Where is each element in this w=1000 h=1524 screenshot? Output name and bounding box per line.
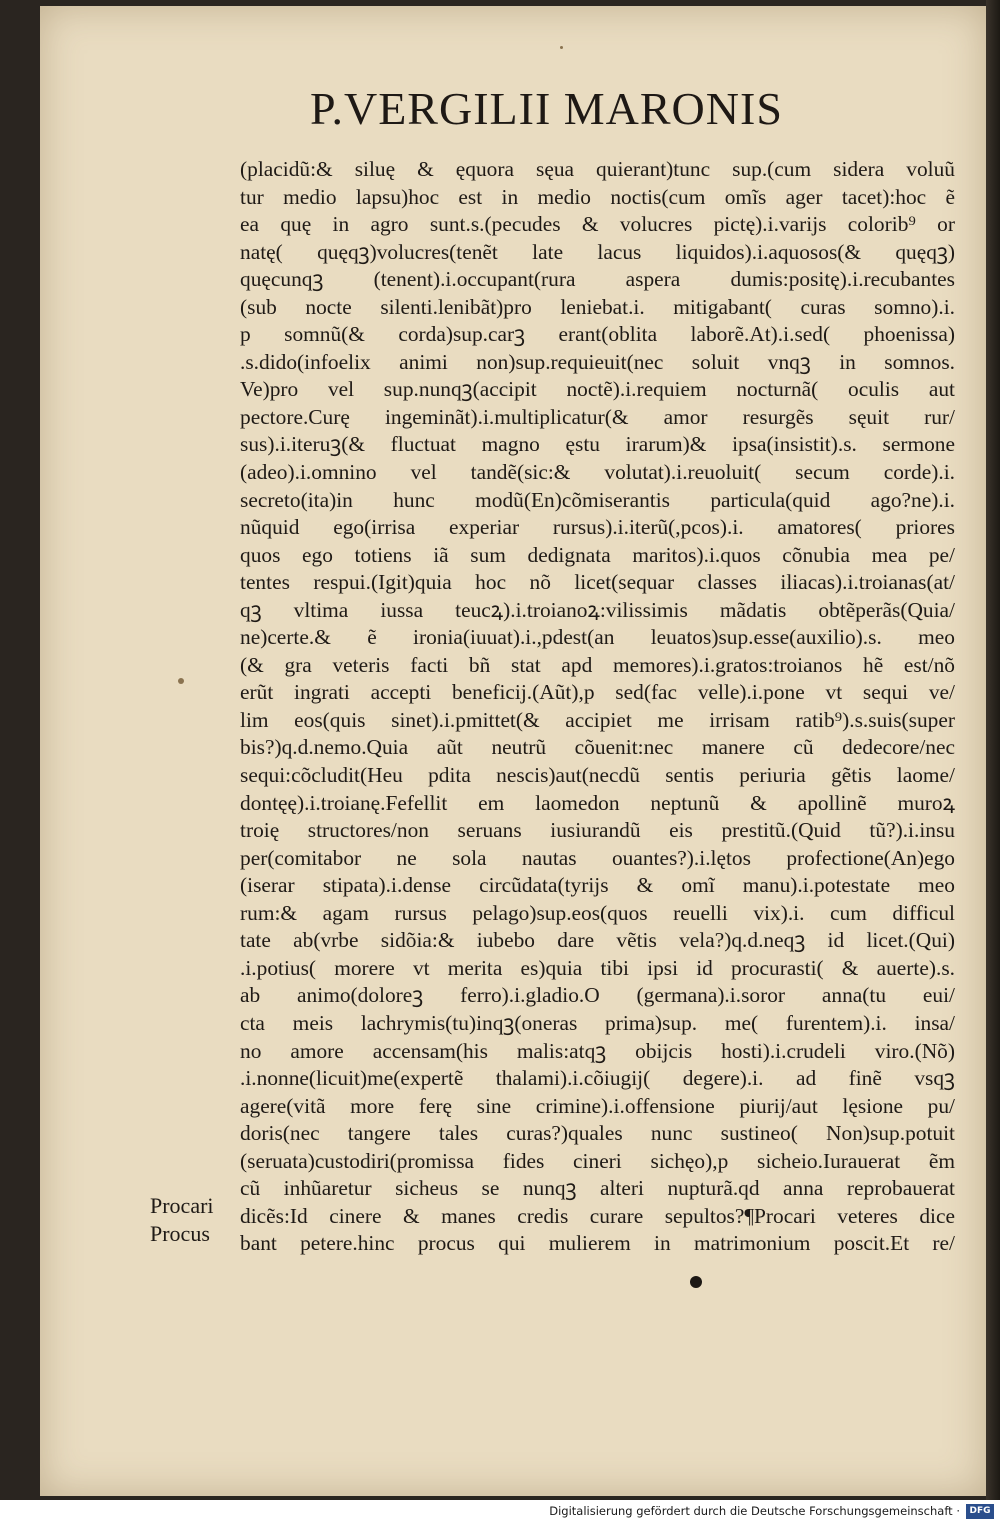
text-line: quęcunqꝫ (tenent).i.occupant(rura aspera dumis:positę).i.recubantes bbox=[240, 267, 955, 292]
ink-dot bbox=[690, 1276, 702, 1288]
text-line: cũ inhũaretur sicheus se nunqꝫ alteri nupturã.qd anna reprobauerat bbox=[240, 1176, 955, 1201]
text-line: (adeo).i.omnino vel tandẽ(sic:& volutat).i.reuoluit( secum corde).i. bbox=[240, 460, 955, 485]
text-line: Ve)pro vel sup.nunqꝫ(accipit noctẽ).i.requiem nocturnã( oculis aut bbox=[240, 377, 955, 402]
text-line: no amore accensam(his malis:atqꝫ obijcis hosti).i.crudeli viro.(Nõ) bbox=[240, 1038, 955, 1063]
text-line: secreto(ita)in hunc modũ(En)cõmiserantis particula(quid ago?ne).i. bbox=[240, 487, 955, 512]
text-line: sequi:cõcludit(Heu pdita nescis)aut(necdũ sentis periuria gẽtis laome/ bbox=[240, 763, 955, 788]
text-line: ab animo(doloreꝫ ferro).i.gladio.O (germana).i.soror anna(tu eui/ bbox=[240, 983, 955, 1008]
text-line: tur medio lapsu)hoc est in medio noctis(cum omĩs ager tacet):hoc ẽ bbox=[240, 184, 955, 209]
text-line: ea quę in agro sunt.s.(pecudes & volucres pictę).i.varijs colorib⁹ or bbox=[240, 212, 955, 237]
margin-notes bbox=[150, 1192, 214, 1247]
text-line: tentes respui.(Igit)quia hoc nõ licet(sequar classes iliacas).i.troianas(at/ bbox=[240, 570, 955, 595]
text-line: qꝫ vltima iussa teucꝝ).i.troianoꝝ:vilissimis mãdatis obtẽperãs(Quia/ bbox=[240, 597, 955, 622]
text-line: .i.nonne(licuit)me(expertẽ thalami).i.cõiugij( degere).i. ad finẽ vsqꝫ bbox=[240, 1066, 955, 1091]
dfg-logo: DFG bbox=[966, 1504, 994, 1519]
page-speck bbox=[178, 678, 184, 684]
text-line: per(comitabor ne sola nautas ouantes?).i.lętos profectione(An)ego bbox=[240, 845, 955, 870]
margin-note: Procari bbox=[150, 1193, 214, 1218]
text-line: tate ab(vrbe sidõia:& iubebo dare vẽtis vela?)q.d.neqꝫ id licet.(Qui) bbox=[240, 928, 955, 953]
text-line: natę( quęqꝫ)volucres(tenẽt late lacus liquidos).i.aquosos(& quęqꝫ) bbox=[240, 239, 955, 264]
page-speck bbox=[560, 46, 563, 49]
text-line: (iserar stipata).i.dense circũdata(tyrijs & omĩ manu).i.potestate meo bbox=[240, 873, 955, 898]
text-line: pectore.Curę ingeminãt).i.multiplicatur(& amor resurgẽs sęuit rur/ bbox=[240, 404, 955, 429]
text-line: p somnũ(& corda)sup.carꝫ erant(oblita laborẽ.At).i.sed( phoenissa) bbox=[240, 322, 955, 347]
text-line: (placidũ:& siluę & ęquora sęua quierant)tunc sup.(cum sidera voluũ bbox=[240, 157, 955, 181]
text-line: .i.potius( morere vt merita es)quia tibi ipsi id procurasti( & auerte).s. bbox=[240, 955, 955, 980]
text-line: troię structores/non seruans iusiurandũ eis prestitũ.(Quid tũ?).i.insu bbox=[240, 818, 955, 843]
footer bbox=[0, 1500, 1000, 1524]
text-line: agere(vitã more ferę sine crimine).i.offensione piurij/aut lęsione pu/ bbox=[240, 1093, 955, 1118]
text-line: ne)certe.& ẽ ironia(iuuat).i.,pdest(an leuatos)sup.esse(auxilio).s. meo bbox=[240, 625, 955, 650]
text-line: (sub nocte silenti.lenibãt)pro leniebat.i. mitigabant( curas somno).i. bbox=[240, 294, 955, 319]
text-line: cta meis lachrymis(tu)inqꝫ(oneras prima)sup. me( furentem).i. insa/ bbox=[240, 1010, 955, 1035]
text-line: bant petere.hinc procus qui mulierem in matrimonium poscit.Et re/ bbox=[240, 1231, 955, 1256]
text-line: quos ego totiens iã sum dedignata maritos).i.quos cõnubia mea pe/ bbox=[240, 542, 955, 567]
text-line: lim eos(quis sinet).i.pmittet(& accipiet me irrisam ratib⁹).s.suis(super bbox=[240, 707, 955, 732]
text-line: (& gra veteris facti bñ stat apd memores).i.gratos:troianos hẽ est/nõ bbox=[240, 652, 955, 677]
text-line: dicẽs:Id cinere & manes credis curare sepultos?¶Procari veteres dice bbox=[240, 1203, 955, 1228]
page-edge bbox=[986, 0, 1000, 1500]
commentary-text bbox=[240, 156, 955, 1258]
text-line: sus).i.iteruꝫ(& fluctuat magno ęstu irarum)& ipsa(insistit).s. sermone bbox=[240, 432, 955, 457]
text-line: nũquid ego(irrisa experiar rursus).i.iterũ(,pcos).i. amatores( priores bbox=[240, 515, 955, 540]
footer-credit: Digitalisierung gefördert durch die Deutsche Forschungsgemeinschaft · bbox=[549, 1504, 960, 1518]
text-line: erũt ingrati accepti beneficij.(Aũt),p sed(fac velle).i.pone vt sequi ve/ bbox=[240, 680, 955, 705]
text-line: doris(nec tangere tales curas?)quales nunc sustineo( Non)sup.potuit bbox=[240, 1121, 955, 1146]
text-line: bis?)q.d.nemo.Quia aũt neutrũ cõuenit:nec manere cũ dedecore/nec bbox=[240, 735, 955, 760]
text-line: .s.dido(infoelix animi non)sup.requieuit(nec soluit vnqꝫ in somnos. bbox=[240, 349, 955, 374]
margin-note: Procus bbox=[150, 1220, 210, 1246]
text-line: (seruata)custodiri(promissa fides cineri sichęo),p sicheio.Iurauerat ẽm bbox=[240, 1148, 955, 1173]
page-heading: P.VERGILII MARONIS bbox=[310, 83, 783, 134]
text-line: dontęę).i.troianę.Fefellit em laomedon neptunũ & apollinẽ muroꝝ bbox=[240, 790, 955, 815]
text-line: rum:& agam rursus pelago)sup.eos(quos reuelli vix).i. cum difficul bbox=[240, 900, 955, 925]
